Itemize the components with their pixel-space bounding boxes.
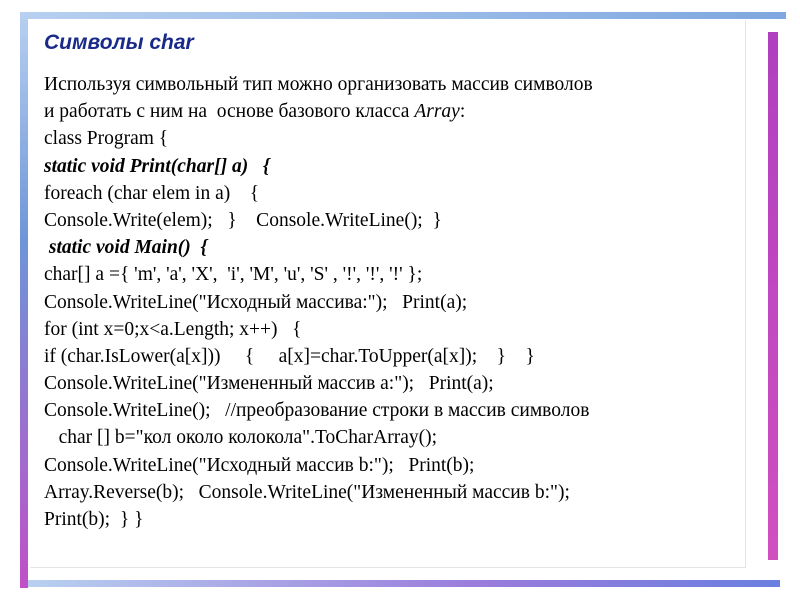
code-line: Console.WriteLine("Измененный массив a:"); Print(a); <box>44 373 494 395</box>
code-line: static void Main() { <box>44 237 208 259</box>
code-line: Console.WriteLine("Исходный массива:"); Print(a); <box>44 291 468 313</box>
left-decor-bar <box>20 12 28 588</box>
slide-content <box>44 30 766 533</box>
code-line: class Program { <box>44 128 169 150</box>
top-decor-bar <box>20 12 786 19</box>
bottom-decor-bar <box>28 580 780 587</box>
intro-line: Используя символьный тип можно организовать массив символов <box>44 74 593 95</box>
code-line: foreach (char elem in a) { <box>44 182 260 204</box>
code-line: Array.Reverse(b); Console.WriteLine("Измененный массив b:"); <box>44 481 570 503</box>
intro-line: и работать с ним на основе базового класса Array: <box>44 101 466 123</box>
code-line: char[] a ={ 'm', 'a', 'X', 'i', 'M', 'u', 'S' , '!', '!', '!' }; <box>44 264 423 286</box>
code-line: Console.Write(elem); } Console.WriteLine(); } <box>44 209 442 231</box>
code-line: for (int x=0;x<a.Length; x++) { <box>44 318 302 340</box>
code-line: Console.WriteLine("Исходный массив b:"); Print(b); <box>44 454 475 476</box>
right-decor-bar <box>768 32 778 560</box>
code-line: if (char.IsLower(a[x])) { a[x]=char.ToUpper(a[x]); } } <box>44 345 535 367</box>
code-line: Console.WriteLine(); //преобразование строки в массив символов <box>44 400 590 422</box>
code-line: Print(b); } } <box>44 509 144 530</box>
class-name-array: Array <box>414 101 460 123</box>
slide-title: Символы char <box>44 31 194 54</box>
slide-border-bottom <box>30 567 746 568</box>
code-line: char [] b="кол около колокола".ToCharArray(); <box>44 427 438 449</box>
slide-body <box>44 71 766 533</box>
code-block <box>44 125 766 533</box>
code-line: static void Print(char[] a) { <box>44 155 270 177</box>
